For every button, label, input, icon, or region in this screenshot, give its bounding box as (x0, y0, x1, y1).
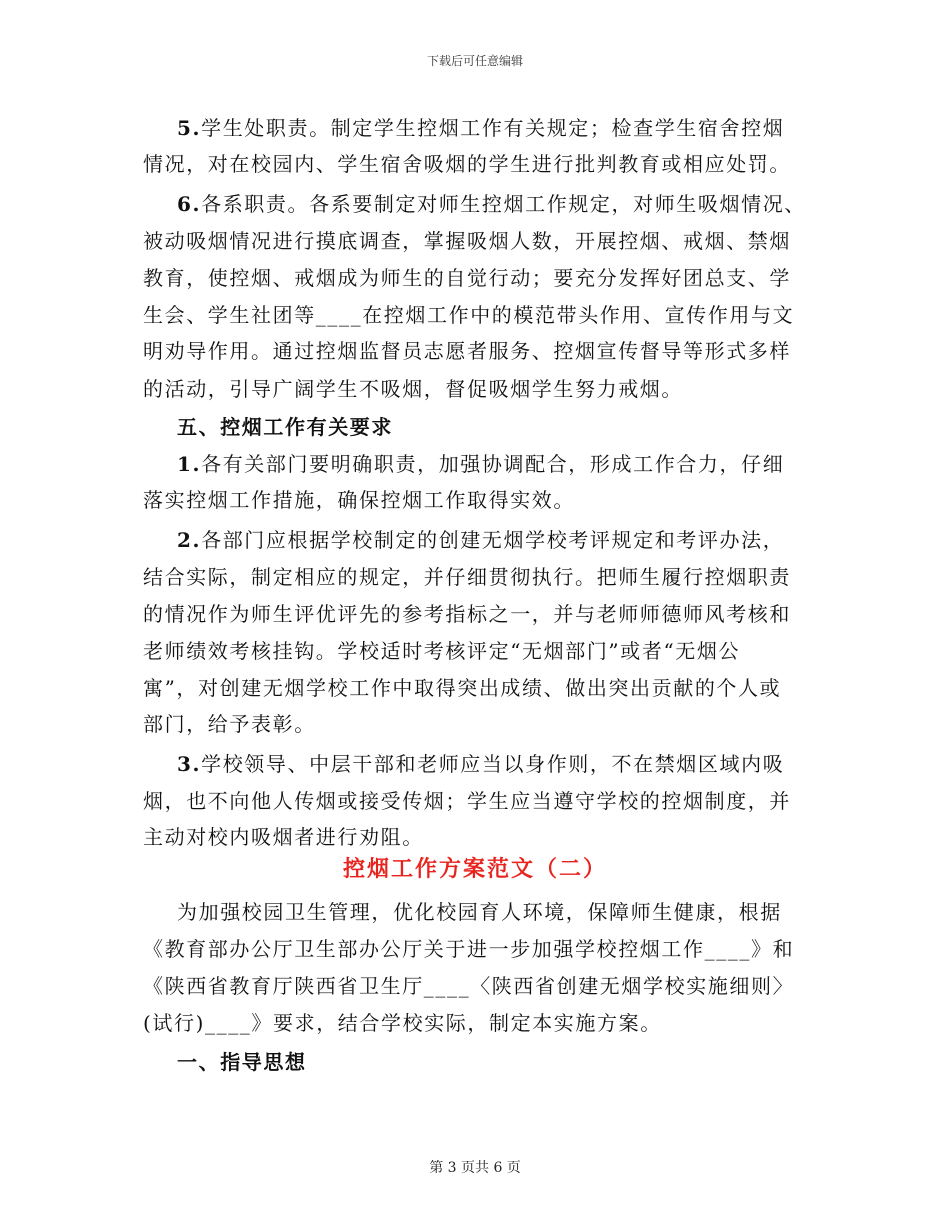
paragraph-line: 明劝导作用。通过控烟监督员志愿者服务、控烟宣传督导等形式多样 (143, 339, 791, 363)
item-number: 6. (177, 192, 202, 216)
paragraph-line: 主动对校内吸烟者进行劝阻。 (143, 825, 424, 849)
paragraph-line: 结合实际，制定相应的规定，并仔细贯彻执行。把师生履行控烟职责 (143, 565, 791, 589)
paragraph-line: 2.各部门应根据学校制定的创建无烟学校考评规定和考评办法， (177, 528, 785, 552)
paragraph-line: 3.学校领导、中层干部和老师应当以身作则，不在禁烟区域内吸 (177, 752, 785, 776)
paragraph-line: 情况，对在校园内、学生宿舍吸烟的学生进行批判教育或相应处罚。 (143, 152, 791, 176)
page-footer: 第 3 页共 6 页 (429, 1160, 521, 1176)
item-number: 1. (177, 452, 202, 476)
paragraph-line: 《陕西省教育厅陕西省卫生厅____〈陕西省创建无烟学校实施细则〉 (143, 974, 795, 998)
section-heading: 五、控烟工作有关要求 (177, 415, 393, 439)
paragraph-line: 老师绩效考核挂钩。学校适时考核评定“无烟部门”或者“无烟公 (143, 639, 741, 663)
paragraph-line: 6.各系职责。各系要制定对师生控烟工作规定，对师生吸烟情况、 (177, 192, 806, 216)
paragraph-line: 部门，给予表彰。 (143, 712, 316, 736)
paragraph-line: 的情况作为师生评优评先的参考指标之一，并与老师师德师风考核和 (143, 602, 791, 626)
document-title: 控烟工作方案范文（二） (342, 856, 607, 882)
section-heading: 一、指导思想 (177, 1050, 307, 1074)
paragraph-line: 教育，使控烟、戒烟成为师生的自觉行动；要充分发挥好团总支、学 (143, 266, 791, 290)
paragraph-line: 为加强校园卫生管理，优化校园育人环境，保障师生健康，根据 (177, 900, 782, 924)
item-number: 2. (177, 528, 202, 552)
paragraph-line: 被动吸烟情况进行摸底调查，掌握吸烟人数，开展控烟、戒烟、禁烟 (143, 229, 791, 253)
paragraph-line: 5.学生处职责。制定学生控烟工作有关规定；检查学生宿舍控烟 (177, 116, 785, 140)
paragraph-line: 烟，也不向他人传烟或接受传烟；学生应当遵守学校的控烟制度，并 (143, 789, 791, 813)
paragraph-line: 寓”，对创建无烟学校工作中取得突出成绩、做出突出贡献的个人或 (143, 676, 782, 700)
paragraph-line: 落实控烟工作措施，确保控烟工作取得实效。 (143, 488, 575, 512)
paragraph-line: 1.各有关部门要明确职责，加强协调配合，形成工作合力，仔细 (177, 452, 785, 476)
paragraph-line: 《教育部办公厅卫生部办公厅关于进一步加强学校控烟工作____》和 (143, 937, 795, 961)
paragraph-line: 的活动，引导广阔学生不吸烟，督促吸烟学生努力戒烟。 (143, 377, 683, 401)
page-header: 下载后可任意编辑 (426, 54, 523, 68)
item-number: 3. (177, 752, 202, 776)
paragraph-line: 生会、学生社团等____在控烟工作中的模范带头作用、宣传作用与文 (143, 303, 795, 327)
paragraph-line: (试行)____》要求，结合学校实际，制定本实施方案。 (143, 1011, 662, 1035)
item-number: 5. (177, 116, 202, 140)
